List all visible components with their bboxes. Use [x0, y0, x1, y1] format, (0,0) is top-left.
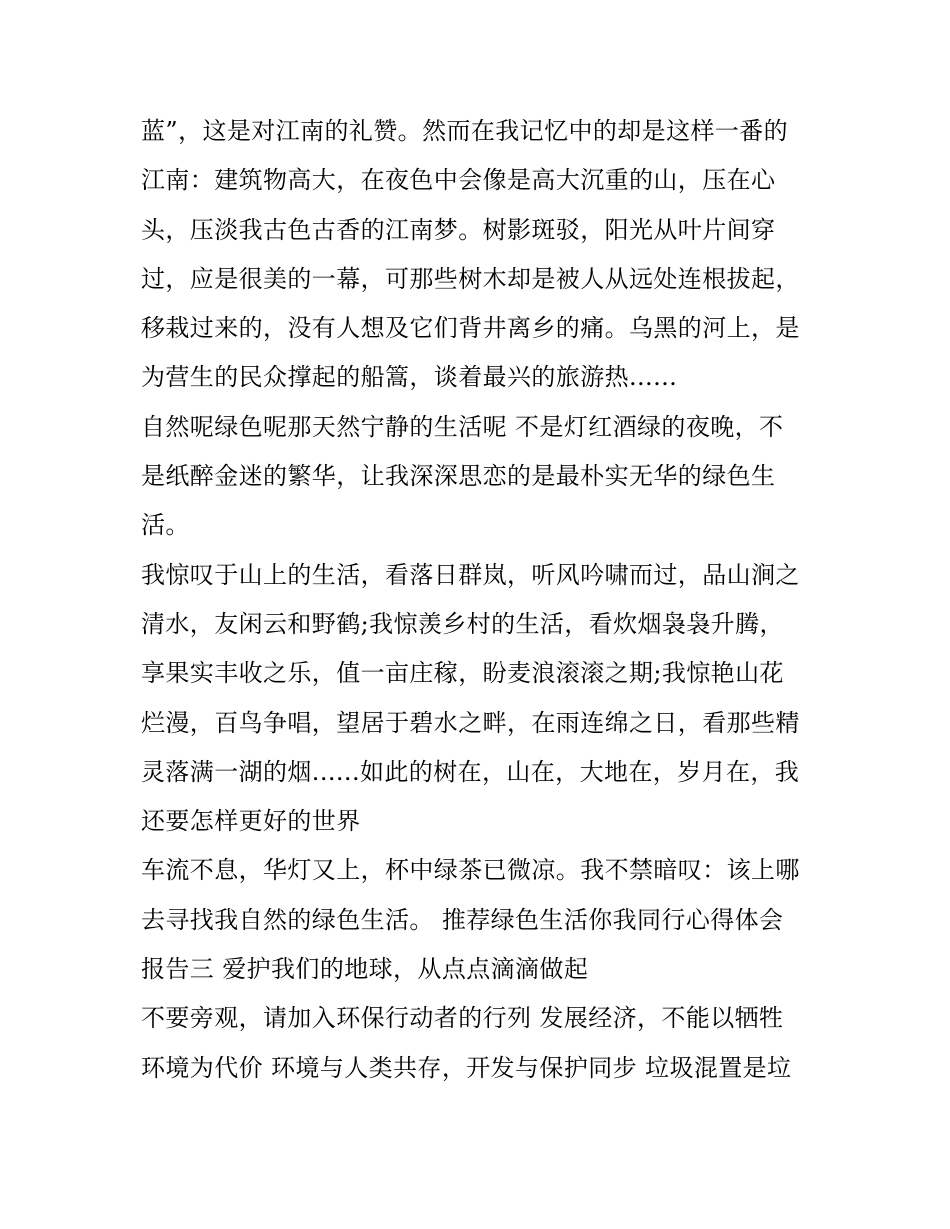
text-line: 报告三 爱护我们的地球，从点点滴滴做起 — [141, 955, 589, 984]
text-line: 我惊叹于山上的生活，看落日群岚，听风吟啸而过，品山涧之 — [141, 560, 800, 589]
text-line: 去寻找我自然的绿色生活。 推荐绿色生活你我同行心得体会 — [141, 905, 784, 934]
text-line: 蓝”，这是对江南的礼赞。然而在我记忆中的却是这样一番的 — [141, 117, 789, 145]
text-line: 为营生的民众撑起的船篙，谈着最兴的旅游热...... — [141, 363, 678, 392]
text-line: 还要怎样更好的世界 — [141, 807, 361, 836]
text-line: 自然呢绿色呢那天然宁静的生活呢 不是灯红酒绿的夜晚，不 — [141, 412, 784, 441]
text-line: 烂漫，百鸟争唱，望居于碧水之畔，在雨连绵之日，看那些精 — [141, 708, 800, 737]
text-line: 环境为代价 环境与人类共存，开发与保护同步 垃圾混置是垃 — [141, 1053, 792, 1082]
text-line: 清水，友闲云和野鹤;我惊羡乡村的生活，看炊烟袅袅升腾， — [141, 609, 784, 638]
text-line: 享果实丰收之乐，值一亩庄稼，盼麦浪滚滚之期;我惊艳山花 — [141, 659, 784, 688]
text-line: 不要旁观，请加入环保行动者的行列 发展经济，不能以牺牲 — [141, 1004, 784, 1033]
text-line: 移栽过来的，没有人想及它们背井离乡的痛。乌黑的河上，是 — [141, 314, 800, 343]
text-line: 头，压淡我古色古香的江南梦。树影斑驳，阳光从叶片间穿 — [141, 215, 776, 244]
text-line: 车流不息，华灯又上，杯中绿茶已微凉。我不禁暗叹：该上哪 — [141, 856, 800, 885]
body-text — [141, 107, 821, 1093]
text-line: 灵落满一湖的烟......如此的树在，山在，大地在，岁月在，我 — [141, 757, 800, 786]
text-line: 活。 — [141, 511, 190, 540]
text-line: 江南：建筑物高大，在夜色中会像是高大沉重的山，压在心 — [141, 166, 776, 195]
text-line: 是纸醉金迷的繁华，让我深深思恋的是最朴实无华的绿色生 — [141, 462, 776, 491]
text-line: 过，应是很美的一幕，可那些树木却是被人从远处连根拔起， — [141, 264, 800, 293]
